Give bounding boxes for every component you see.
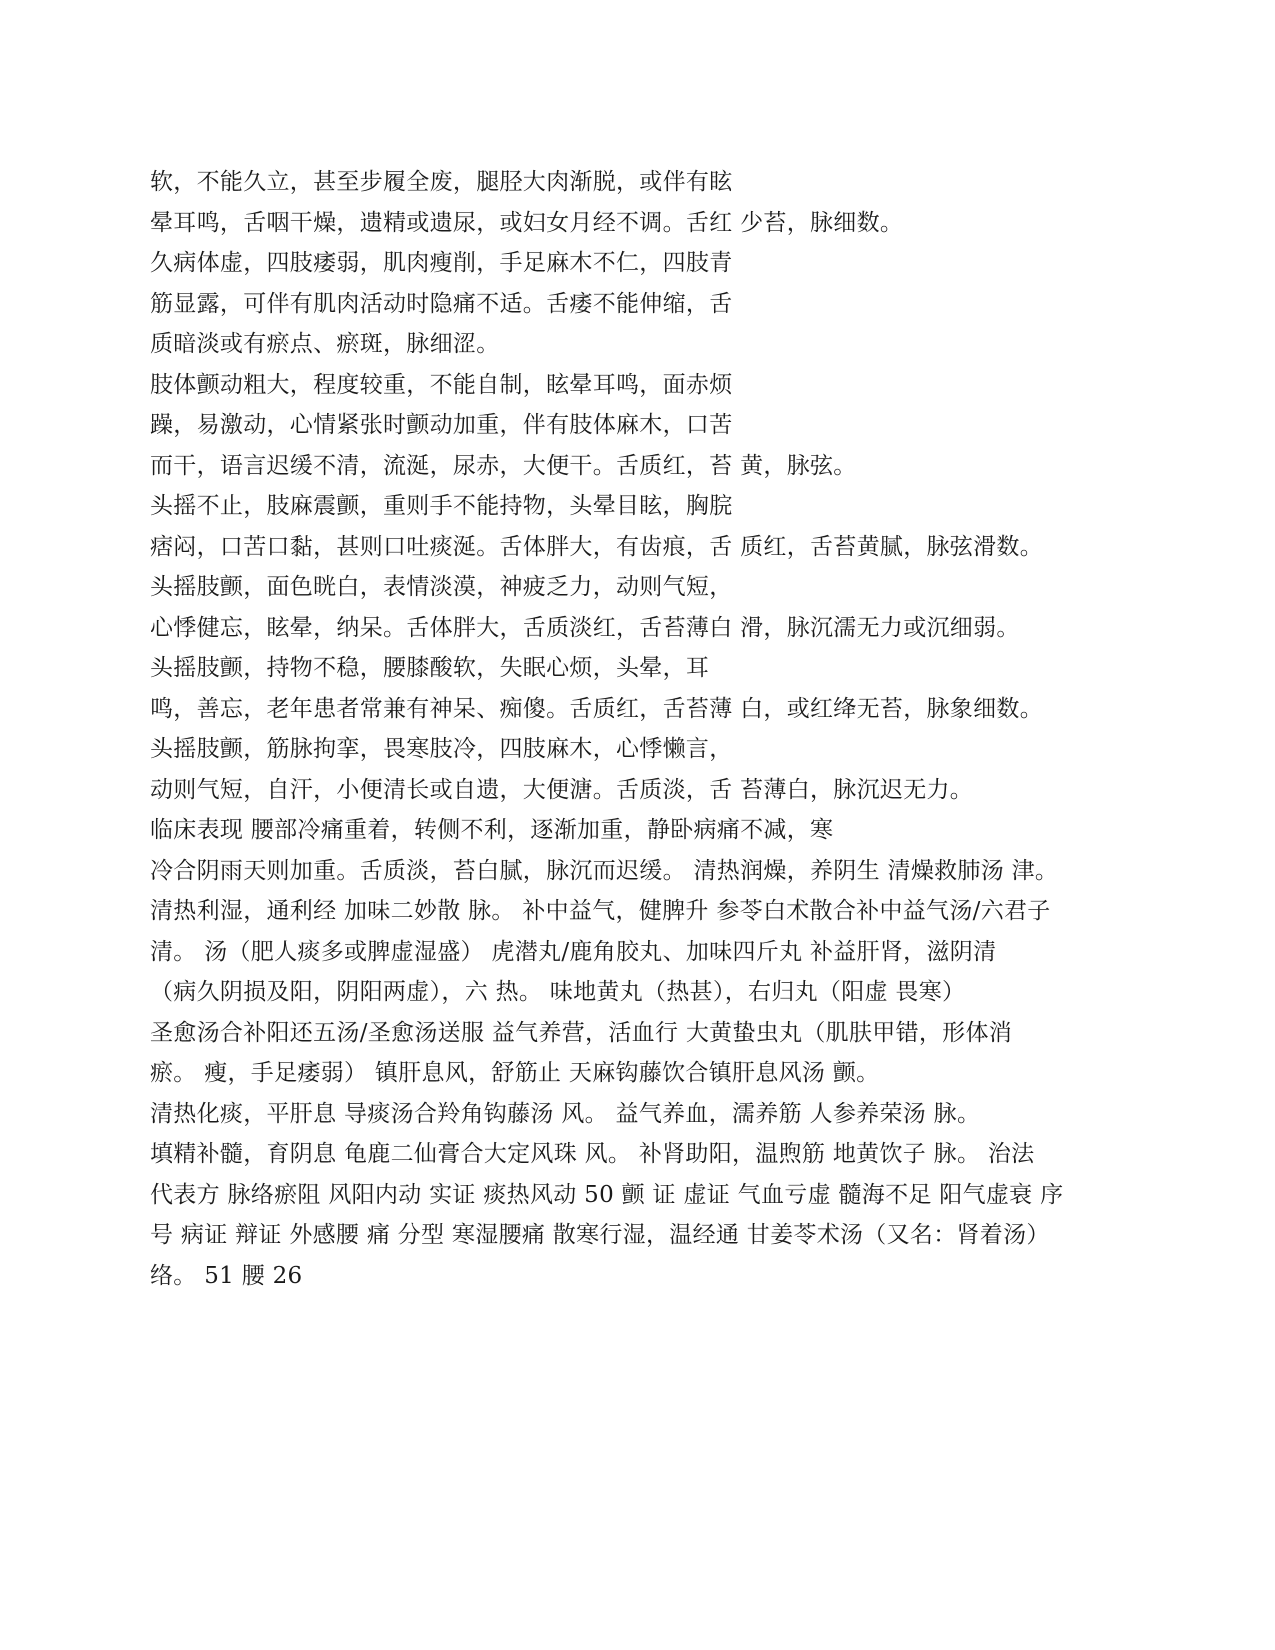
text-line: 头摇肢颤，筋脉拘挛，畏寒肢冷，四肢麻木，心悸懒言， — [150, 736, 733, 762]
text-line: 躁，易激动，心情紧张时颤动加重，伴有肢体麻木，口苦 — [150, 412, 733, 438]
text-line: 肢体颤动粗大，程度较重，不能自制，眩晕耳鸣，面赤烦 — [150, 371, 733, 398]
text-line: 而干，语言迟缓不清，流涎，尿赤，大便干。舌质红，苔 黄，脉弦。 — [150, 452, 857, 479]
text-line: 清。 汤（肥人痰多或脾虚湿盛） 虎潜丸/鹿角胶丸、加味四斤丸 补益肝肾，滋阴清 — [150, 938, 997, 965]
text-line: 冷合阴雨天则加重。舌质淡，苔白腻，脉沉而迟缓。 清热润燥，养阴生 清燥救肺汤 津。 — [150, 857, 1059, 884]
text-line: 头摇不止，肢麻震颤，重则手不能持物，头晕目眩，胸脘 — [150, 493, 733, 519]
text-line: 痞闷，口苦口黏，甚则口吐痰涎。舌体胖大，有齿痕，舌 质红，舌苔黄腻，脉弦滑数。 — [150, 533, 1044, 560]
text-line: 瘀。 瘦，手足痿弱） 镇肝息风，舒筋止 天麻钩藤饮合镇肝息风汤 颤。 — [150, 1060, 880, 1086]
text-line: （病久阴损及阳，阴阳两虚），六 热。 味地黄丸（热甚），右归丸（阳虚 畏寒） — [150, 979, 966, 1005]
text-line: 清热化痰，平肝息 导痰汤合羚角钩藤汤 风。 益气养血，濡养筋 人参养荣汤 脉。 — [150, 1100, 981, 1127]
text-line: 临床表现 腰部冷痛重着，转侧不利，逐渐加重，静卧病痛不减，寒 — [150, 817, 834, 843]
text-line: 筋显露，可伴有肌肉活动时隐痛不适。舌痿不能伸缩，舌 — [150, 290, 733, 317]
text-line: 鸣，善忘，老年患者常兼有神呆、痴傻。舌质红，舌苔薄 白，或红绛无苔，脉象细数。 — [150, 695, 1044, 722]
text-line: 头摇肢颤，面色晄白，表情淡漠，神疲乏力，动则气短， — [150, 574, 733, 600]
text-line: 代表方 脉络瘀阻 风阳内动 实证 痰热风动 50 颤 证 虚证 气血亏虚 髓海不足 阳气虚衰 序 — [150, 1181, 1064, 1208]
text-line: 头摇肢颤，持物不稳，腰膝酸软，失眠心烦，头晕，耳 — [150, 655, 710, 681]
text-line: 动则气短，自汗，小便清长或自遗，大便溏。舌质淡，舌 苔薄白，脉沉迟无力。 — [150, 776, 974, 803]
text-line: 心悸健忘，眩晕，纳呆。舌体胖大，舌质淡红，舌苔薄白 滑，脉沉濡无力或沉细弱。 — [150, 614, 1020, 641]
text-line: 晕耳鸣，舌咽干燥，遗精或遗尿，或妇女月经不调。舌红 少苔，脉细数。 — [150, 209, 904, 236]
document-body — [150, 162, 1260, 1296]
text-line: 号 病证 辩证 外感腰 痛 分型 寒湿腰痛 散寒行湿，温经通 甘姜苓术汤（又名：肾着汤） — [150, 1222, 1050, 1248]
text-line: 填精补髓，育阴息 龟鹿二仙膏合大定风珠 风。 补肾助阳，温煦筋 地黄饮子 脉。 治法 — [150, 1141, 1035, 1167]
text-line: 质暗淡或有瘀点、瘀斑，脉细涩。 — [150, 331, 500, 357]
text-line: 软，不能久立，甚至步履全废，腿胫大肉渐脱，或伴有眩 — [150, 169, 733, 195]
text-line: 清热利湿，通利经 加味二妙散 脉。 补中益气，健脾升 参苓白术散合补中益气汤/六君子 — [150, 898, 1051, 924]
text-line: 络。 51 腰 26 — [150, 1262, 303, 1289]
text-line: 久病体虚，四肢痿弱，肌肉瘦削，手足麻木不仁，四肢青 — [150, 250, 733, 276]
text-line: 圣愈汤合补阳还五汤/圣愈汤送服 益气养营，活血行 大黄蛰虫丸（肌肤甲错，形体消 — [150, 1019, 1013, 1046]
